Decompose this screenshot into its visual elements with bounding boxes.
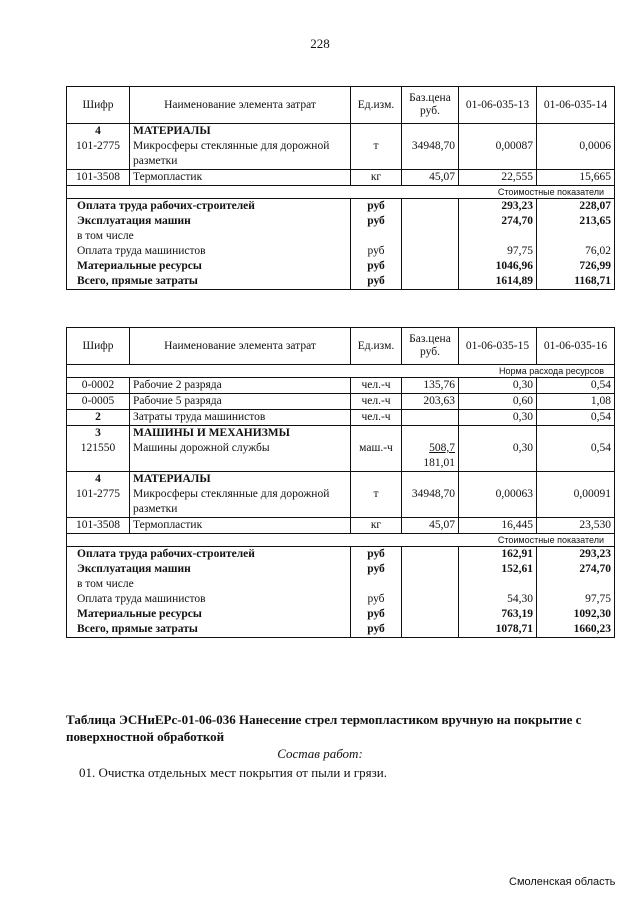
header-cell: 01-06-035-13 (459, 87, 537, 124)
cost-row (67, 562, 615, 577)
price-cell (402, 229, 459, 244)
section-title: МАТЕРИАЛЫ (130, 124, 351, 140)
cost-row (67, 577, 615, 592)
unit-cell: руб (351, 259, 402, 274)
value-cell (459, 577, 537, 592)
table-row (67, 518, 615, 534)
cost-label: Оплата труда машинистов (67, 592, 351, 607)
cost-row (67, 547, 615, 563)
section-label-row (67, 534, 615, 547)
cost-label: Всего, прямые затраты (67, 622, 351, 638)
cost-label: Оплата труда рабочих-строителей (67, 199, 351, 215)
value-cell: 1,08 (537, 394, 615, 410)
value-cell: 0,54 (537, 378, 615, 394)
value-cell: 76,02 (537, 244, 615, 259)
unit-cell: руб (351, 244, 402, 259)
value-cell: 293,23 (537, 547, 615, 563)
value-cell: 152,61 (459, 562, 537, 577)
table-row (67, 472, 615, 488)
unit-cell (351, 456, 402, 472)
page-number: 228 (310, 36, 330, 51)
value-cell (537, 124, 615, 140)
value-cell: 0,30 (459, 378, 537, 394)
unit-cell: руб (351, 274, 402, 290)
cost-label: Оплата труда рабочих-строителей (67, 547, 351, 563)
price-cell (402, 622, 459, 638)
table-row (67, 456, 615, 472)
value-cell: 1092,30 (537, 607, 615, 622)
value-cell: 23,530 (537, 518, 615, 534)
price-cell: 181,01 (402, 456, 459, 472)
table-caption: Таблица ЭСНиЕРс-01-06-036 Нанесение стрел термопластиком вручную на покрытие с поверхностной обработкой (66, 712, 582, 744)
value-cell: 274,70 (537, 562, 615, 577)
value-cell: 0,00091 (537, 487, 615, 518)
value-cell (459, 124, 537, 140)
header-cell: 01-06-035-15 (459, 328, 537, 365)
cost-row (67, 229, 615, 244)
value-cell (537, 577, 615, 592)
cost-row (67, 274, 615, 290)
name-cell: Затраты труда машинистов (130, 410, 351, 426)
cost-label: в том числе (67, 229, 351, 244)
table-row (67, 378, 615, 394)
table-row (67, 410, 615, 426)
value-cell: 1078,71 (459, 622, 537, 638)
unit-cell: чел.-ч (351, 378, 402, 394)
unit-cell (351, 426, 402, 442)
header-cell: 01-06-035-16 (537, 328, 615, 365)
price-cell: 135,76 (402, 378, 459, 394)
value-cell: 54,30 (459, 592, 537, 607)
cost-row (67, 244, 615, 259)
table-row (67, 394, 615, 410)
resource-norm-label: Норма расхода ресурсов (67, 365, 615, 378)
unit-cell: руб (351, 562, 402, 577)
table-row (67, 170, 615, 186)
price-cell (402, 577, 459, 592)
value-cell: 0,00087 (459, 139, 537, 170)
unit-cell: кг (351, 170, 402, 186)
value-cell (459, 229, 537, 244)
cost-table-2 (66, 327, 615, 638)
section-title: МАШИНЫ И МЕХАНИЗМЫ (130, 426, 351, 442)
code-cell: 0-0005 (67, 394, 130, 410)
price-cell (402, 592, 459, 607)
code-cell: 101-3508 (67, 170, 130, 186)
price-cell (402, 410, 459, 426)
value-cell: 0,0006 (537, 139, 615, 170)
value-cell: 0,60 (459, 394, 537, 410)
code-cell: 2 (67, 410, 130, 426)
code-cell: 101-2775 (67, 139, 130, 170)
price-cell (402, 562, 459, 577)
value-cell: 0,30 (459, 441, 537, 456)
header-cell: Шифр (67, 328, 130, 365)
unit-cell (351, 124, 402, 140)
cost-label: Эксплуатация машин (67, 562, 351, 577)
value-cell: 97,75 (459, 244, 537, 259)
cost-indicators-label: Стоимостные показатели (67, 534, 615, 547)
unit-cell (351, 472, 402, 488)
region-footer: Смоленская область (509, 876, 616, 888)
value-cell: 22,555 (459, 170, 537, 186)
unit-cell: руб (351, 547, 402, 563)
header-cell: Ед.изм. (351, 328, 402, 365)
cost-row (67, 622, 615, 638)
cost-label: Оплата труда машинистов (67, 244, 351, 259)
value-cell: 213,65 (537, 214, 615, 229)
value-cell (459, 426, 537, 442)
price-cell (402, 199, 459, 215)
code-cell: 0-0002 (67, 378, 130, 394)
unit-cell: кг (351, 518, 402, 534)
name-cell: Машины дорожной службы (130, 441, 351, 456)
value-cell: 1614,89 (459, 274, 537, 290)
value-cell: 1168,71 (537, 274, 615, 290)
price-cell: 45,07 (402, 518, 459, 534)
header-cell: Наименование элемента затрат (130, 87, 351, 124)
table-row (67, 124, 615, 140)
unit-cell: маш.-ч (351, 441, 402, 456)
cost-row (67, 607, 615, 622)
unit-cell: чел.-ч (351, 410, 402, 426)
price-cell (402, 607, 459, 622)
value-cell: 0,00063 (459, 487, 537, 518)
cost-indicators-label: Стоимостные показатели (67, 186, 615, 199)
value-cell: 15,665 (537, 170, 615, 186)
value-cell: 162,91 (459, 547, 537, 563)
header-cell: Баз.цена руб. (402, 328, 459, 365)
table-header (67, 87, 615, 124)
price-cell: 34948,70 (402, 139, 459, 170)
code-cell: 101-3508 (67, 518, 130, 534)
code-cell (67, 456, 130, 472)
section-label-row (67, 365, 615, 378)
unit-cell: руб (351, 592, 402, 607)
code-cell: 4 (67, 472, 130, 488)
code-cell: 121550 (67, 441, 130, 456)
price-cell (402, 274, 459, 290)
table-header (67, 328, 615, 365)
cost-row (67, 199, 615, 215)
name-cell (130, 456, 351, 472)
value-cell: 0,54 (537, 441, 615, 456)
header-cell: Баз.цена руб. (402, 87, 459, 124)
code-cell: 3 (67, 426, 130, 442)
price-cell (402, 124, 459, 140)
value-cell: 726,99 (537, 259, 615, 274)
table-row (67, 139, 615, 170)
price-cell (402, 547, 459, 563)
name-cell: Рабочие 2 разряда (130, 378, 351, 394)
section-label-row (67, 186, 615, 199)
value-cell (537, 426, 615, 442)
unit-cell: чел.-ч (351, 394, 402, 410)
value-cell: 763,19 (459, 607, 537, 622)
cost-row (67, 592, 615, 607)
unit-cell: руб (351, 622, 402, 638)
cost-label: Всего, прямые затраты (67, 274, 351, 290)
unit-cell: руб (351, 199, 402, 215)
value-cell (537, 456, 615, 472)
unit-cell: руб (351, 214, 402, 229)
cost-table-1 (66, 86, 615, 290)
price-cell: 508,7 (402, 441, 459, 456)
value-cell (459, 456, 537, 472)
table-row (67, 487, 615, 518)
code-cell: 101-2775 (67, 487, 130, 518)
price-cell: 34948,70 (402, 487, 459, 518)
header-cell: 01-06-035-14 (537, 87, 615, 124)
value-cell: 97,75 (537, 592, 615, 607)
value-cell: 1660,23 (537, 622, 615, 638)
price-cell (402, 259, 459, 274)
cost-label: Материальные ресурсы (67, 607, 351, 622)
name-cell: Микросферы стеклянные для дорожной разметки (130, 487, 351, 518)
unit-cell: т (351, 487, 402, 518)
value-cell (537, 472, 615, 488)
value-cell: 293,23 (459, 199, 537, 215)
value-cell: 0,54 (537, 410, 615, 426)
name-cell: Рабочие 5 разряда (130, 394, 351, 410)
header-cell: Шифр (67, 87, 130, 124)
price-cell: 45,07 (402, 170, 459, 186)
section-title: МАТЕРИАЛЫ (130, 472, 351, 488)
unit-cell: руб (351, 607, 402, 622)
value-cell: 228,07 (537, 199, 615, 215)
unit-cell (351, 577, 402, 592)
header-cell: Наименование элемента затрат (130, 328, 351, 365)
cost-label: Материальные ресурсы (67, 259, 351, 274)
name-cell: Микросферы стеклянные для дорожной разметки (130, 139, 351, 170)
price-cell (402, 244, 459, 259)
code-cell: 4 (67, 124, 130, 140)
price-cell (402, 472, 459, 488)
cost-row (67, 214, 615, 229)
value-cell (459, 472, 537, 488)
cost-label: в том числе (67, 577, 351, 592)
work-composition-title: Состав работ: (277, 746, 363, 761)
value-cell: 0,30 (459, 410, 537, 426)
header-cell: Ед.изм. (351, 87, 402, 124)
value-cell: 274,70 (459, 214, 537, 229)
cost-label: Эксплуатация машин (67, 214, 351, 229)
unit-cell: т (351, 139, 402, 170)
work-item: 01. Очистка отдельных мест покрытия от пыли и грязи. (79, 765, 387, 780)
value-cell (537, 229, 615, 244)
price-cell: 203,63 (402, 394, 459, 410)
table-row (67, 441, 615, 456)
cost-row (67, 259, 615, 274)
value-cell: 16,445 (459, 518, 537, 534)
name-cell: Термопластик (130, 170, 351, 186)
price-cell (402, 426, 459, 442)
unit-cell (351, 229, 402, 244)
table-row (67, 426, 615, 442)
price-cell (402, 214, 459, 229)
name-cell: Термопластик (130, 518, 351, 534)
value-cell: 1046,96 (459, 259, 537, 274)
